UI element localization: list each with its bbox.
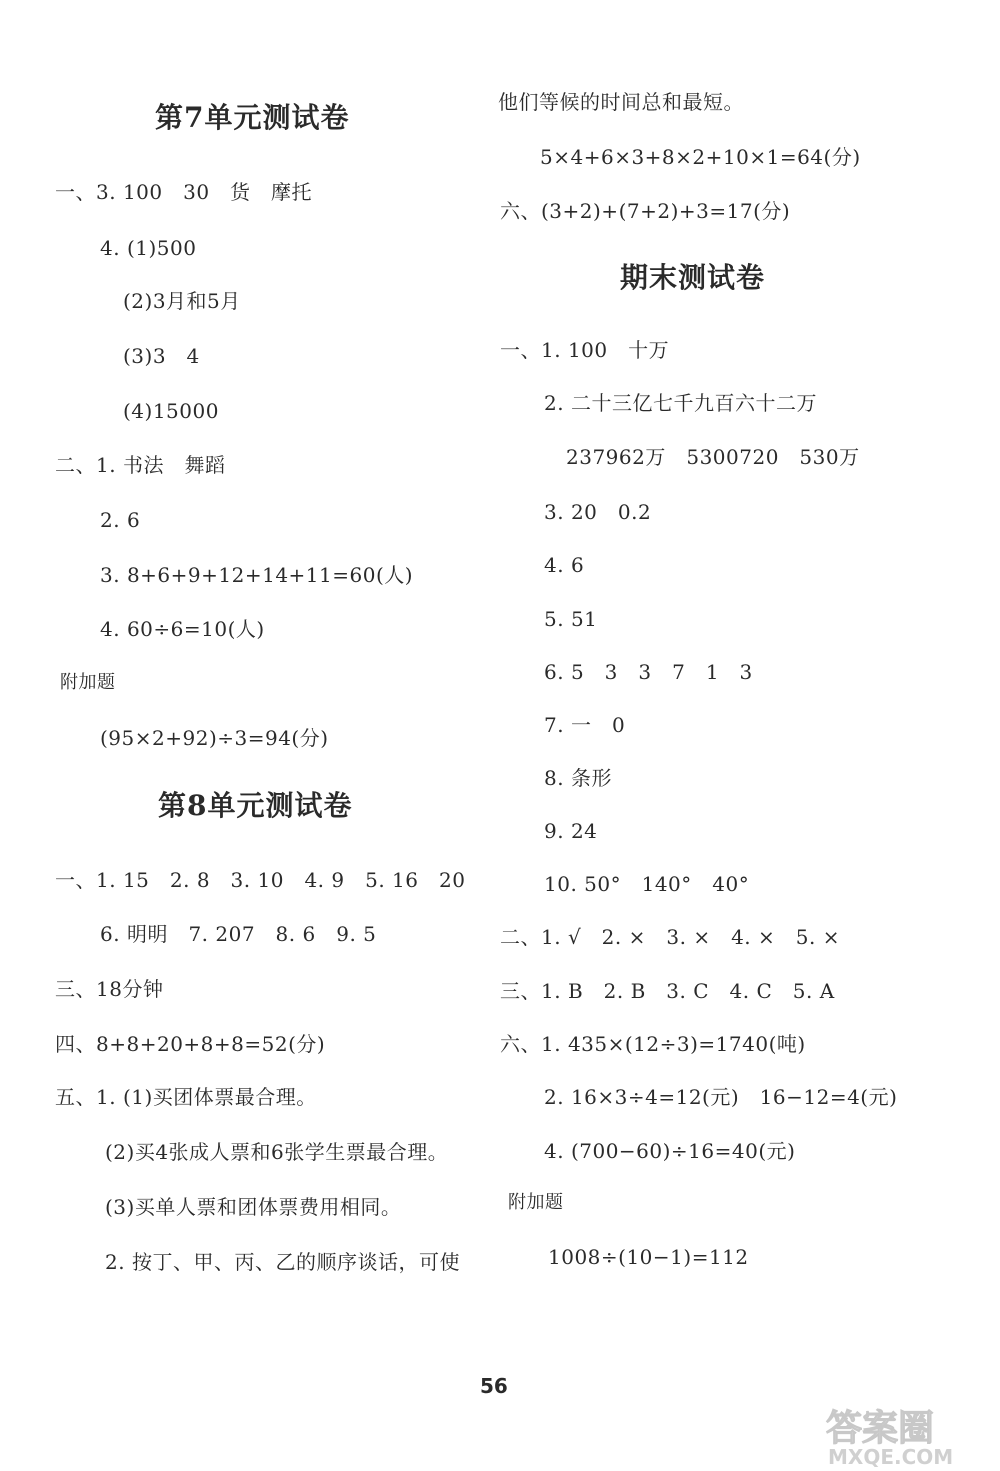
- final-line: 3. 20 0.2: [544, 500, 652, 524]
- unit7-line: (2)3月和5月: [123, 289, 241, 313]
- final-line: 237962万 5300720 530万: [566, 445, 860, 469]
- unit8-line: 一、1. 15 2. 8 3. 10 4. 9 5. 16 20: [55, 868, 466, 892]
- unit7-line: 二、1. 书法 舞蹈: [55, 453, 226, 477]
- unit7-line: 一、3. 100 30 货 摩托: [55, 180, 313, 204]
- bonus-label: 附加题: [60, 672, 116, 693]
- unit8-line: 三、18分钟: [55, 977, 164, 1001]
- final-line: 8. 条形: [544, 766, 612, 790]
- final-line: 6. 5 3 3 7 1 3: [544, 660, 753, 684]
- unit7-line: (3)3 4: [123, 344, 200, 368]
- unit8-line: 6. 明明 7. 207 8. 6 9. 5: [100, 922, 377, 946]
- final-line: 7. 一 0: [544, 713, 626, 737]
- unit7-line: 2. 6: [100, 508, 141, 532]
- unit7-line: (4)15000: [123, 399, 219, 423]
- final-line: 2. 16×3÷4=12(元) 16−12=4(元): [544, 1085, 898, 1109]
- unit7-line: (95×2+92)÷3=94(分): [100, 726, 329, 750]
- final-exam-title: 期末测试卷: [620, 261, 766, 294]
- final-line: 2. 二十三亿七千九百六十二万: [544, 391, 817, 415]
- svg-text:MXQE.COM: MXQE.COM: [828, 1445, 954, 1469]
- final-line: 1008÷(10−1)=112: [548, 1245, 749, 1269]
- watermark-logo: [820, 1400, 990, 1470]
- final-line: 三、1. B 2. B 3. C 4. C 5. A: [500, 979, 835, 1003]
- final-line: 4. (700−60)÷16=40(元): [544, 1139, 796, 1163]
- final-line: 9. 24: [544, 819, 598, 843]
- unit7-line: 3. 8+6+9+12+14+11=60(人): [100, 563, 414, 587]
- unit8-line: (2)买4张成人票和6张学生票最合理。: [105, 1140, 449, 1164]
- unit8-line: 2. 按丁、甲、丙、乙的顺序谈话，可使: [105, 1250, 460, 1274]
- final-line: 10. 50° 140° 40°: [544, 872, 750, 896]
- unit8-line: (3)买单人票和团体票费用相同。: [105, 1195, 402, 1219]
- unit8-line: 五、1. (1)买团体票最合理。: [55, 1085, 317, 1109]
- unit7-line: 4. 60÷6=10(人): [100, 617, 265, 641]
- continued-line: 5×4+6×3+8×2+10×1=64(分): [540, 145, 861, 169]
- unit8-title: 第8单元测试卷: [158, 789, 353, 822]
- svg-text:答案圈: 答案圈: [826, 1408, 935, 1449]
- unit8-line: 四、8+8+20+8+8=52(分): [55, 1032, 326, 1056]
- final-line: 一、1. 100 十万: [500, 338, 670, 362]
- final-line: 二、1. √ 2. × 3. × 4. × 5. ×: [500, 925, 840, 949]
- unit7-title: 第7单元测试卷: [155, 101, 350, 134]
- final-line: 六、1. 435×(12÷3)=1740(吨): [500, 1032, 806, 1056]
- continued-line: 他们等候的时间总和最短。: [498, 90, 744, 114]
- bonus-label: 附加题: [508, 1192, 564, 1213]
- final-line: 5. 51: [544, 607, 598, 631]
- continued-line: 六、(3+2)+(7+2)+3=17(分): [500, 199, 791, 223]
- page-number: 56: [480, 1374, 508, 1398]
- unit7-line: 4. (1)500: [100, 236, 197, 260]
- final-line: 4. 6: [544, 553, 585, 577]
